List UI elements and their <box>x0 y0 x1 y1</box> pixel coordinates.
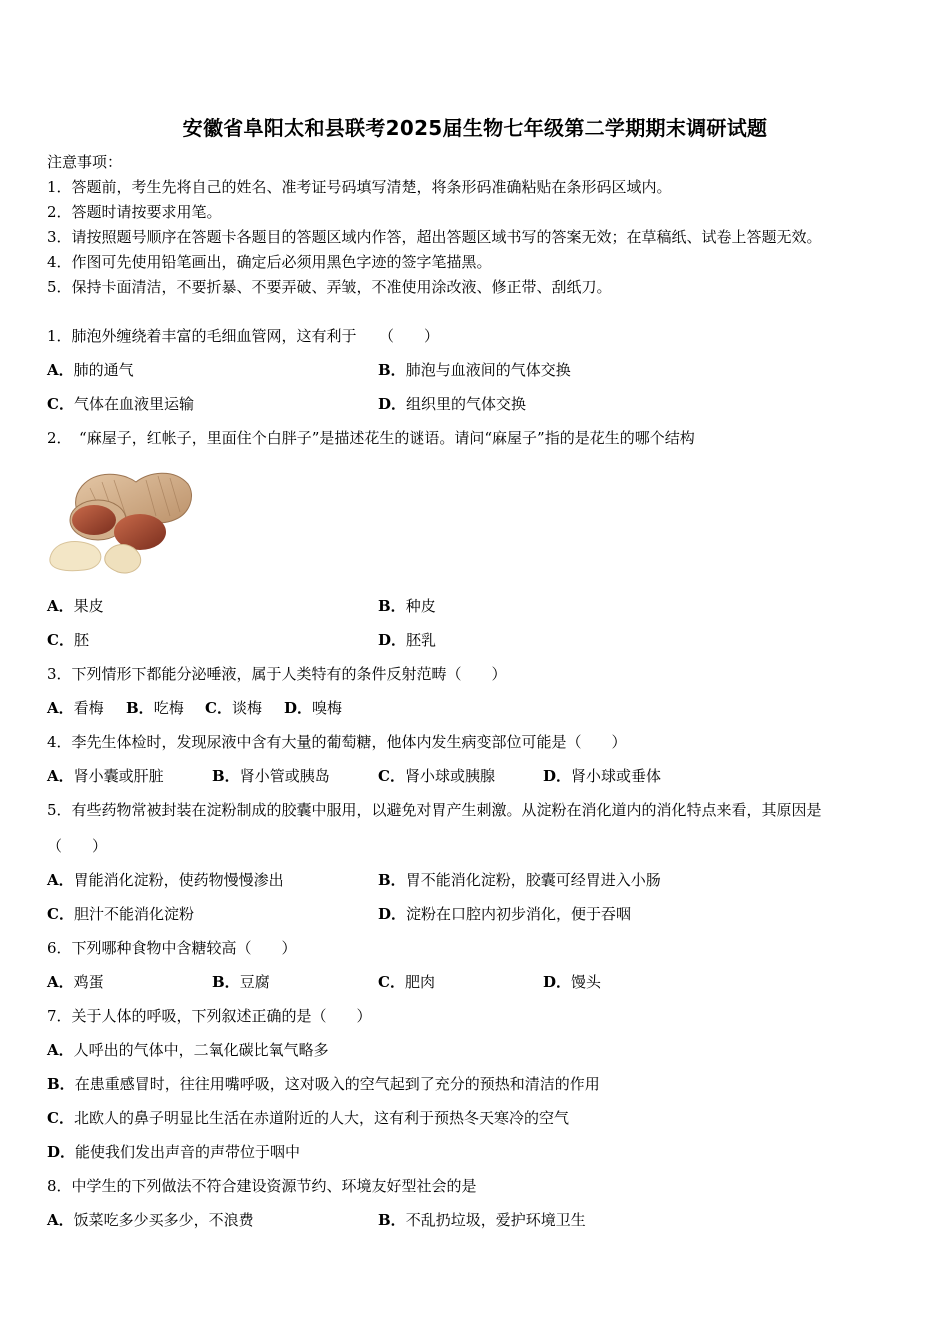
question-1-option-a[interactable]: A．肺的通气 <box>47 361 134 379</box>
question-1-option-d[interactable]: D．组织里的气体交换 <box>378 395 527 413</box>
question-2-option-d[interactable]: D．胚乳 <box>378 631 437 649</box>
question-1-stem: 1．肺泡外缠绕着丰富的毛细血管网，这有利于 （ ） <box>47 327 440 345</box>
question-5-option-b[interactable]: B．胃不能消化淀粉，胶囊可经胃进入小肠 <box>378 871 661 889</box>
question-7-option-b[interactable]: B．在患重感冒时，往往用嘴呼吸，这对吸入的空气起到了充分的预热和清洁的作用 <box>47 1075 600 1093</box>
question-7-stem: 7．关于人体的呼吸，下列叙述正确的是（ ） <box>47 1007 372 1025</box>
question-6-option-b[interactable]: B．豆腐 <box>212 973 270 991</box>
question-3-option-d[interactable]: D．嗅梅 <box>284 699 343 717</box>
question-4-option-b[interactable]: B．肾小管或胰岛 <box>212 767 330 785</box>
question-1-option-b[interactable]: B．肺泡与血液间的气体交换 <box>378 361 571 379</box>
question-4-option-c[interactable]: C．肾小球或胰腺 <box>378 767 495 785</box>
notice-item: 5．保持卡面清洁，不要折暴、不要弄破、弄皱，不准使用涂改液、修正带、刮纸刀。 <box>47 278 612 296</box>
question-3-option-a[interactable]: A．看梅 <box>47 699 104 717</box>
question-8-option-b[interactable]: B．不乱扔垃圾，爱护环境卫生 <box>378 1211 586 1229</box>
question-8-option-a[interactable]: A．饭菜吃多少买多少，不浪费 <box>47 1211 254 1229</box>
notice-item: 1．答题前，考生先将自己的姓名、准考证号码填写清楚，将条形码准确粘贴在条形码区域内。 <box>47 178 672 196</box>
question-4-option-d[interactable]: D．肾小球或垂体 <box>543 767 662 785</box>
question-5-option-c[interactable]: C．胆汁不能消化淀粉 <box>47 905 194 923</box>
peanut-image <box>44 462 196 578</box>
question-2-option-b[interactable]: B．种皮 <box>378 597 436 615</box>
question-5-option-d[interactable]: D．淀粉在口腔内初步消化，便于吞咽 <box>378 905 632 923</box>
question-3-option-b[interactable]: B．吃梅 <box>126 699 184 717</box>
question-4-stem: 4．李先生体检时，发现尿液中含有大量的葡萄糖，他体内发生病变部位可能是（ ） <box>47 733 627 751</box>
question-3-option-c[interactable]: C．谈梅 <box>205 699 262 717</box>
question-7-option-c[interactable]: C．北欧人的鼻子明显比生活在赤道附近的人大，这有利于预热冬天寒冷的空气 <box>47 1109 569 1127</box>
question-5-stem-cont: （ ） <box>47 837 108 855</box>
question-2-option-c[interactable]: C．胚 <box>47 631 89 649</box>
question-4-option-a[interactable]: A．肾小囊或肝脏 <box>47 767 164 785</box>
question-6-option-c[interactable]: C．肥肉 <box>378 973 435 991</box>
question-5-stem: 5．有些药物常被封装在淀粉制成的胶囊中服用，以避免对胃产生刺激。从淀粉在消化道内的消化特点来看，其原因是 <box>47 801 822 819</box>
question-6-option-a[interactable]: A．鸡蛋 <box>47 973 104 991</box>
question-5-option-a[interactable]: A．胃能消化淀粉，使药物慢慢渗出 <box>47 871 284 889</box>
question-6-option-d[interactable]: D．馒头 <box>543 973 602 991</box>
question-7-option-d[interactable]: D．能使我们发出声音的声带位于咽中 <box>47 1143 301 1161</box>
question-2-stem: 2． “麻屋子，红帐子，里面住个白胖子”是描述花生的谜语。请问“麻屋子”指的是花生的哪个结构 <box>47 429 695 447</box>
question-7-option-a[interactable]: A．人呼出的气体中，二氧化碳比氧气略多 <box>47 1041 329 1059</box>
question-3-stem: 3．下列情形下都能分泌唾液，属于人类特有的条件反射范畴（ ） <box>47 665 507 683</box>
question-1-option-c[interactable]: C．气体在血液里运输 <box>47 395 194 413</box>
question-2-option-a[interactable]: A．果皮 <box>47 597 104 615</box>
notice-item: 2．答题时请按要求用笔。 <box>47 203 222 221</box>
notice-item: 3．请按照题号顺序在答题卡各题目的答题区域内作答，超出答题区域书写的答案无效；在草稿纸、试卷上答题无效。 <box>47 228 822 246</box>
question-8-stem: 8．中学生的下列做法不符合建设资源节约、环境友好型社会的是 <box>47 1177 477 1195</box>
page-title: 安徽省阜阳太和县联考2025届生物七年级第二学期期末调研试题 <box>182 116 768 140</box>
notice-heading: 注意事项： <box>47 153 123 171</box>
question-6-stem: 6．下列哪种食物中含糖较高（ ） <box>47 939 297 957</box>
notice-item: 4．作图可先使用铅笔画出，确定后必须用黑色字迹的签字笔描黑。 <box>47 253 492 271</box>
